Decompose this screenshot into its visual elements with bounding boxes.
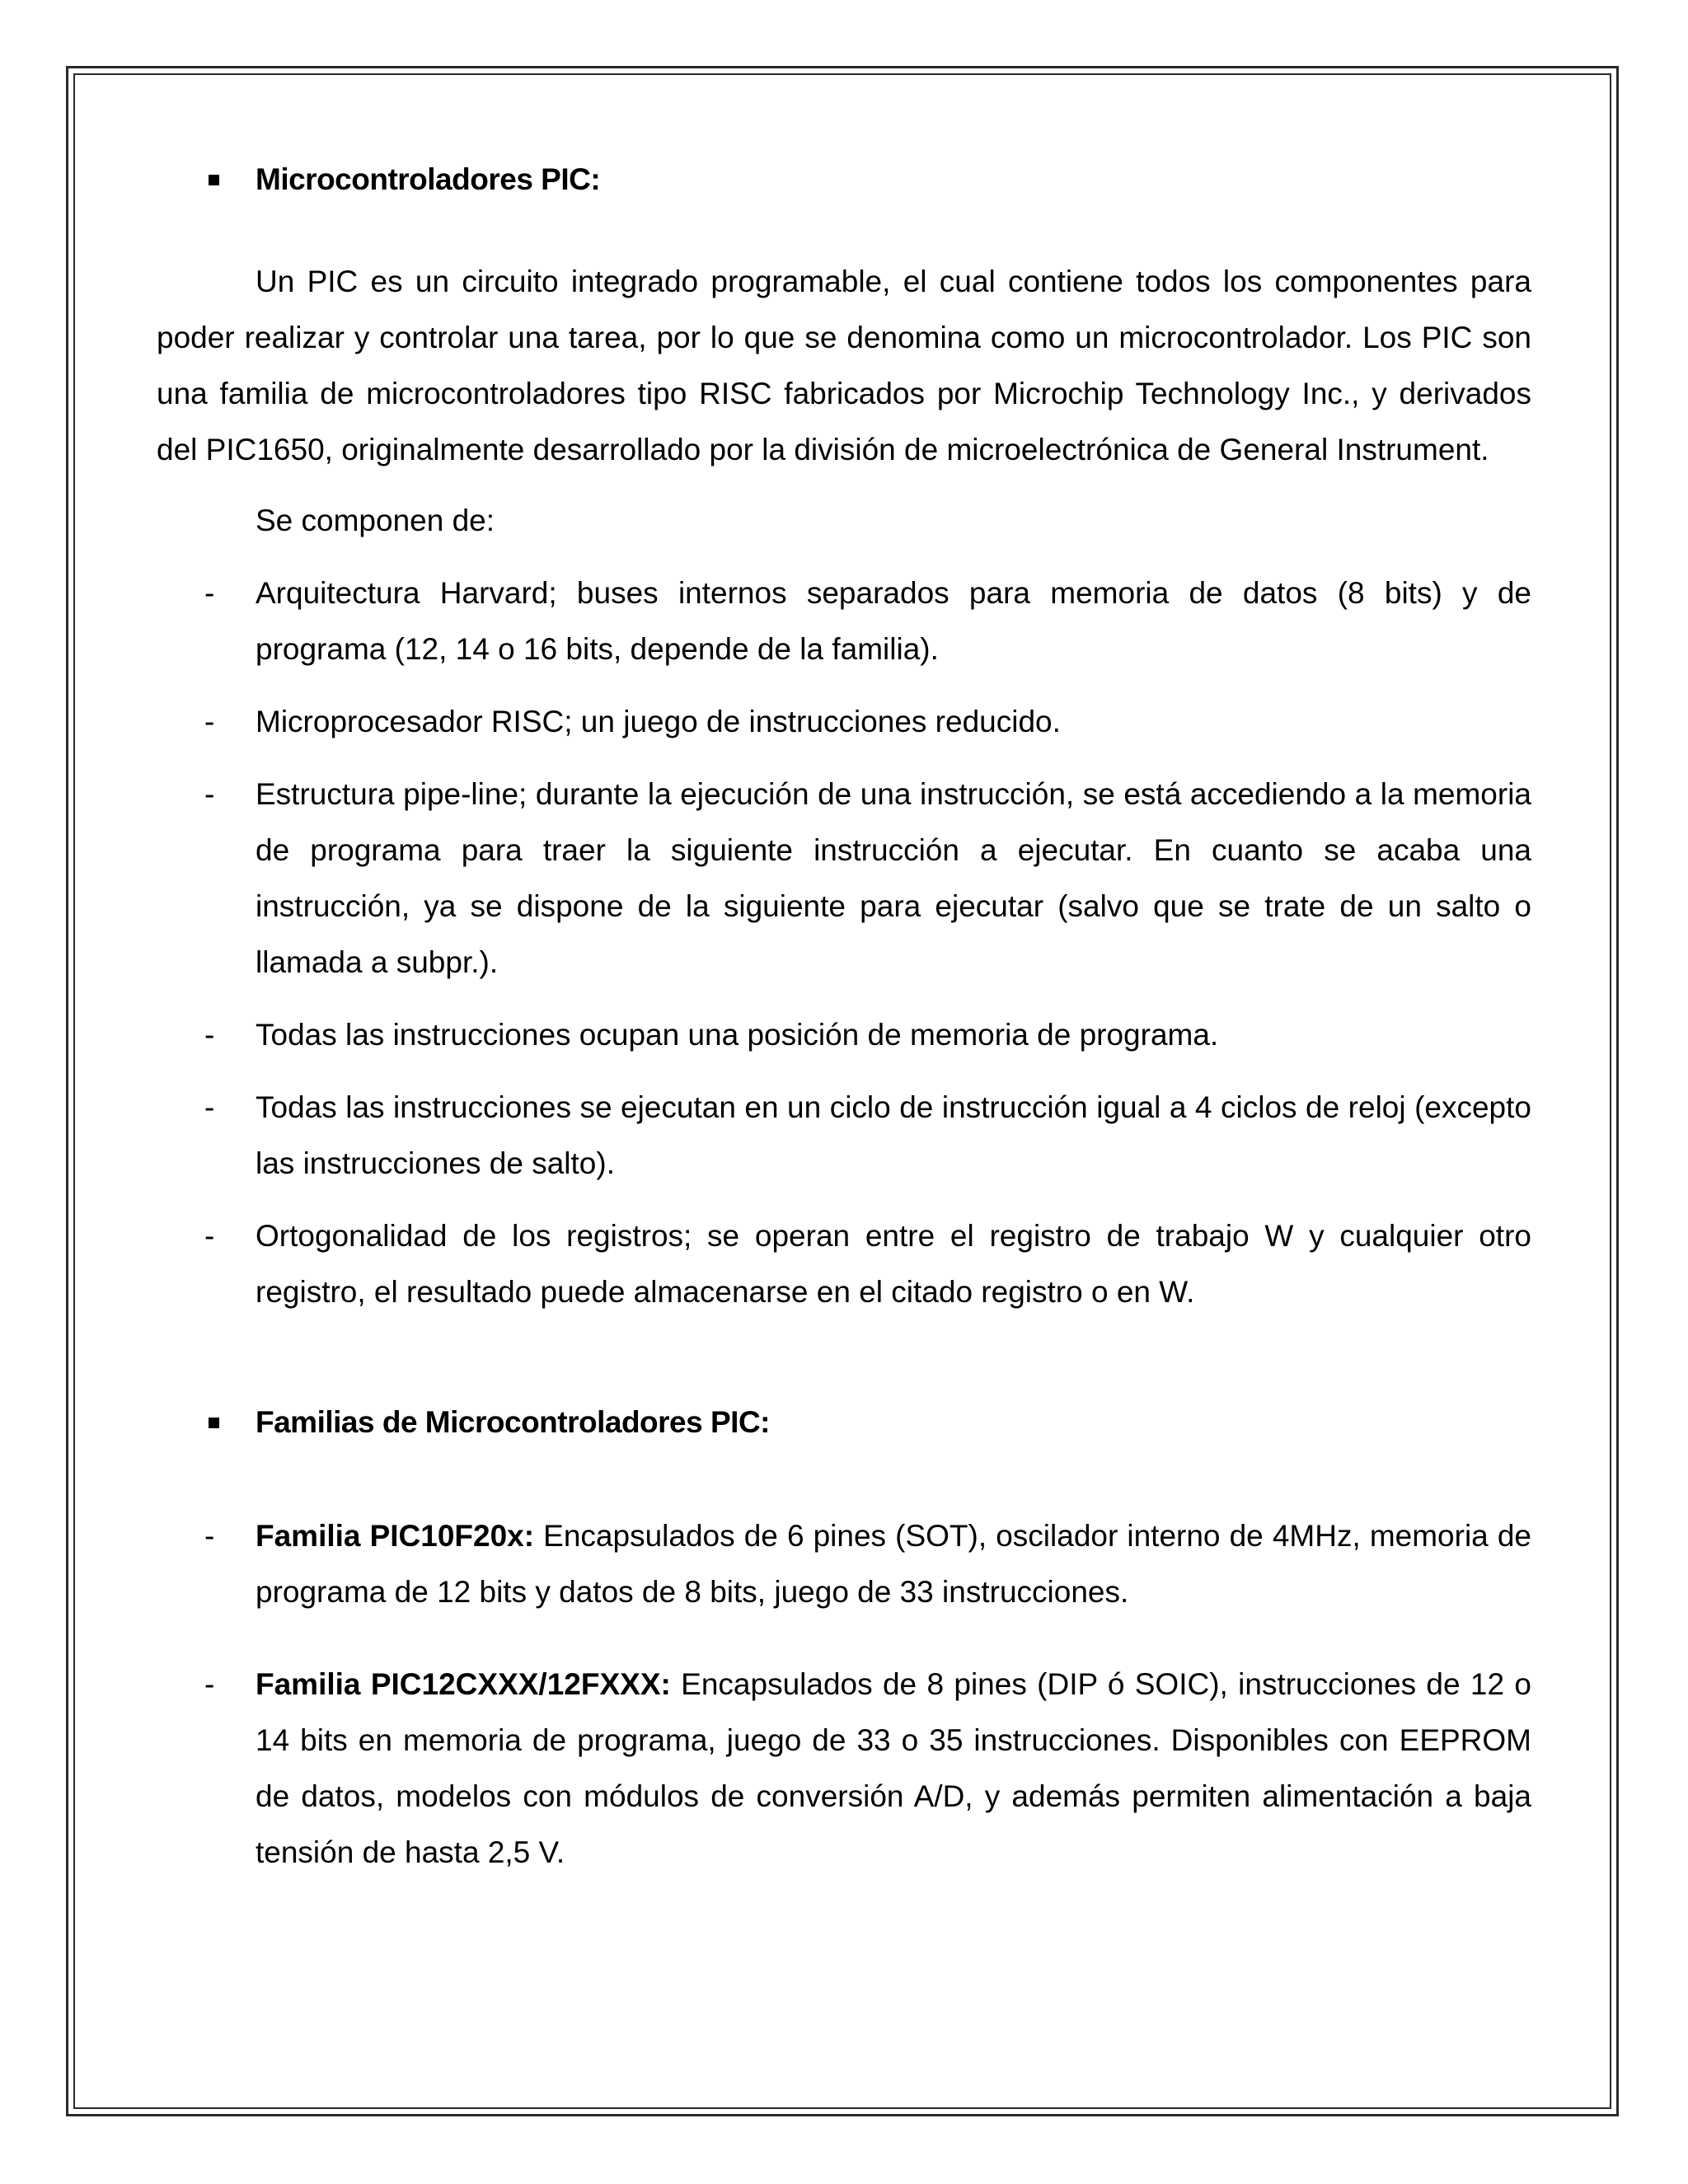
dash-bullet: - <box>204 1018 215 1052</box>
dash-bullet: - <box>204 777 215 811</box>
family-name: Familia PIC10F20x: <box>256 1519 535 1553</box>
list-item-text: Ortogonalidad de los registros; se operan entre el registro de trabajo W y cualquier otro registro, el resultado puede almacenarse en el citado registro o en W. <box>256 1219 1531 1309</box>
components-list <box>157 565 1531 1320</box>
list-item-text: Todas las instrucciones ocupan una posición de memoria de programa. <box>256 1018 1219 1052</box>
square-bullet-icon <box>209 175 219 185</box>
family-description: Encapsulados de 6 pines (SOT), oscilador interno de 4MHz, memoria de programa de 12 bits y datos de 8 bits, juego de 33 instrucciones. <box>256 1519 1531 1609</box>
family-description: Encapsulados de 8 pines (DIP ó SOIC), instrucciones de 12 o 14 bits en memoria de programa, juego de 33 o 35 instrucciones. Disponibles con EEPROM de datos, modelos con módulos de conversión A/D, y además permiten alimentación a baja tensión de hasta 2,5 V. <box>256 1667 1531 1869</box>
list-item <box>157 694 1531 750</box>
section-heading-text: Familias de Microcontroladores PIC: <box>256 1405 770 1439</box>
square-bullet-icon <box>209 1418 219 1428</box>
list-item <box>157 766 1531 991</box>
dash-bullet: - <box>204 705 215 738</box>
family-name: Familia PIC12CXXX/12FXXX: <box>256 1667 671 1701</box>
list-item <box>157 1007 1531 1063</box>
list-item-text: Microprocesador RISC; un juego de instrucciones reducido. <box>256 705 1061 738</box>
section-heading-text: Microcontroladores PIC: <box>256 162 601 196</box>
list-item <box>157 565 1531 677</box>
dash-bullet: - <box>204 1519 215 1553</box>
list-item-text: Todas las instrucciones se ejecutan en un ciclo de instrucción igual a 4 ciclos de reloj (excepto las instrucciones de salto). <box>256 1090 1531 1180</box>
dash-bullet: - <box>204 1667 215 1701</box>
dash-bullet: - <box>204 576 215 610</box>
intro-paragraph: Un PIC es un circuito integrado programable, el cual contiene todos los componentes para poder realizar y controlar una tarea, por lo que se denomina como un microcontrolador. Los PIC son una familia de microcontroladores tipo RISC fabricados por Microchip Technology Inc., y derivados del PIC1650, originalmente desarrollado por la división de microelectrónica de General Instrument. <box>157 265 1531 466</box>
dash-bullet: - <box>204 1219 215 1253</box>
dash-bullet: - <box>204 1090 215 1124</box>
section-heading-familias <box>157 1394 1531 1451</box>
family-item <box>157 1657 1531 1881</box>
list-item-text: Estructura pipe-line; durante la ejecución de una instrucción, se está accediendo a la memoria de programa para traer la siguiente instrucción a ejecutar. En cuanto se acaba una instrucción, ya se dispone de la siguiente para ejecutar (salvo que se trate de un salto o llamada a subpr.). <box>256 777 1531 979</box>
families-list <box>157 1508 1531 1881</box>
section-heading-microcontroladores <box>157 152 1531 208</box>
list-item-text: Arquitectura Harvard; buses internos separados para memoria de datos (8 bits) y de programa (12, 14 o 16 bits, depende de la familia). <box>256 576 1531 666</box>
list-item <box>157 1080 1531 1192</box>
document-body <box>157 148 1531 1881</box>
components-intro: Se componen de: <box>256 504 495 537</box>
list-item <box>157 1208 1531 1320</box>
family-item <box>157 1508 1531 1620</box>
